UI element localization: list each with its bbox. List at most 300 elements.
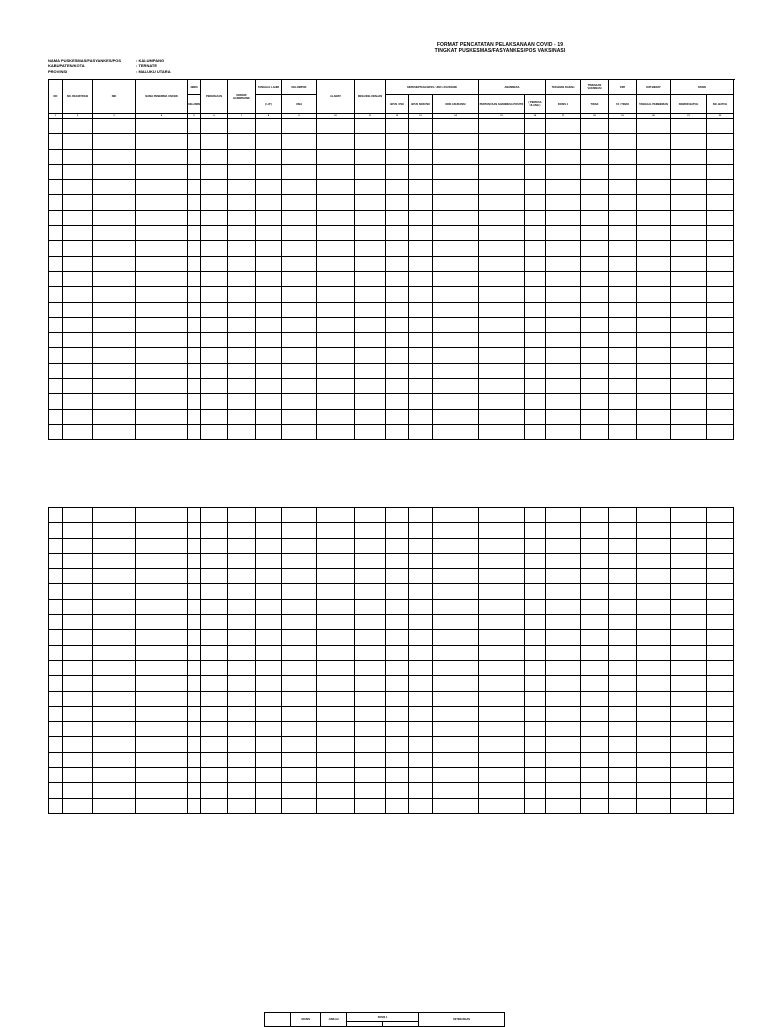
table-cell[interactable]: [409, 164, 433, 179]
table-cell[interactable]: [282, 271, 317, 286]
table-cell[interactable]: [93, 798, 136, 813]
table-cell[interactable]: [546, 523, 581, 538]
table-cell[interactable]: [201, 630, 228, 645]
table-cell[interactable]: [433, 722, 479, 737]
table-cell[interactable]: [282, 599, 317, 614]
table-cell[interactable]: [479, 768, 525, 783]
table-cell[interactable]: [228, 180, 256, 195]
table-cell[interactable]: [256, 180, 282, 195]
table-cell[interactable]: [433, 737, 479, 752]
table-cell[interactable]: [707, 379, 734, 394]
table-cell[interactable]: [637, 317, 671, 332]
table-cell[interactable]: [637, 134, 671, 149]
table-cell[interactable]: [136, 553, 188, 568]
table-cell[interactable]: [282, 348, 317, 363]
table-cell[interactable]: [317, 287, 355, 302]
table-cell[interactable]: [201, 599, 228, 614]
table-cell[interactable]: [433, 553, 479, 568]
table-cell[interactable]: [256, 348, 282, 363]
table-cell[interactable]: [188, 722, 201, 737]
table-cell[interactable]: [409, 271, 433, 286]
table-cell[interactable]: [355, 737, 386, 752]
table-cell[interactable]: [201, 722, 228, 737]
table-cell[interactable]: [525, 599, 546, 614]
table-cell[interactable]: [479, 569, 525, 584]
table-cell[interactable]: [386, 424, 409, 439]
table-cell[interactable]: [136, 409, 188, 424]
table-cell[interactable]: [93, 241, 136, 256]
table-cell[interactable]: [409, 241, 433, 256]
table-cell[interactable]: [63, 538, 93, 553]
table-cell[interactable]: [707, 149, 734, 164]
table-cell[interactable]: [525, 180, 546, 195]
table-cell[interactable]: [63, 348, 93, 363]
table-cell[interactable]: [479, 363, 525, 378]
table-cell[interactable]: [409, 134, 433, 149]
table-cell[interactable]: [637, 348, 671, 363]
table-cell[interactable]: [409, 317, 433, 332]
table-cell[interactable]: [546, 768, 581, 783]
table-cell[interactable]: [228, 271, 256, 286]
table-cell[interactable]: [136, 363, 188, 378]
table-cell[interactable]: [609, 241, 637, 256]
table-cell[interactable]: [317, 317, 355, 332]
table-cell[interactable]: [188, 180, 201, 195]
table-cell[interactable]: [707, 737, 734, 752]
table-cell[interactable]: [609, 645, 637, 660]
table-cell[interactable]: [63, 394, 93, 409]
table-cell[interactable]: [256, 119, 282, 134]
table-cell[interactable]: [201, 256, 228, 271]
table-cell[interactable]: [49, 645, 63, 660]
table-cell[interactable]: [93, 180, 136, 195]
table-cell[interactable]: [188, 798, 201, 813]
table-cell[interactable]: [282, 645, 317, 660]
table-cell[interactable]: [188, 691, 201, 706]
table-cell[interactable]: [581, 409, 609, 424]
table-cell[interactable]: [282, 538, 317, 553]
table-cell[interactable]: [228, 333, 256, 348]
table-cell[interactable]: [479, 287, 525, 302]
table-cell[interactable]: [355, 798, 386, 813]
table-cell[interactable]: [188, 134, 201, 149]
table-cell[interactable]: [433, 599, 479, 614]
table-cell[interactable]: [581, 119, 609, 134]
table-cell[interactable]: [256, 333, 282, 348]
table-cell[interactable]: [188, 752, 201, 767]
table-cell[interactable]: [546, 599, 581, 614]
table-cell[interactable]: [93, 722, 136, 737]
table-cell[interactable]: [228, 584, 256, 599]
table-cell[interactable]: [707, 508, 734, 523]
table-cell[interactable]: [188, 317, 201, 332]
table-cell[interactable]: [49, 363, 63, 378]
table-cell[interactable]: [581, 302, 609, 317]
table-cell[interactable]: [317, 119, 355, 134]
table-cell[interactable]: [671, 676, 707, 691]
table-cell[interactable]: [479, 599, 525, 614]
table-cell[interactable]: [546, 660, 581, 675]
table-cell[interactable]: [228, 645, 256, 660]
table-cell[interactable]: [433, 630, 479, 645]
table-cell[interactable]: [188, 783, 201, 798]
table-cell[interactable]: [479, 119, 525, 134]
table-cell[interactable]: [63, 241, 93, 256]
table-cell[interactable]: [201, 553, 228, 568]
table-cell[interactable]: [671, 149, 707, 164]
table-cell[interactable]: [525, 645, 546, 660]
table-cell[interactable]: [479, 676, 525, 691]
table-cell[interactable]: [317, 752, 355, 767]
table-cell[interactable]: [433, 180, 479, 195]
table-cell[interactable]: [201, 783, 228, 798]
table-cell[interactable]: [63, 660, 93, 675]
table-cell[interactable]: [479, 584, 525, 599]
table-cell[interactable]: [355, 134, 386, 149]
table-cell[interactable]: [355, 752, 386, 767]
table-cell[interactable]: [63, 302, 93, 317]
table-cell[interactable]: [136, 241, 188, 256]
table-cell[interactable]: [581, 424, 609, 439]
table-cell[interactable]: [282, 241, 317, 256]
table-cell[interactable]: [201, 676, 228, 691]
table-cell[interactable]: [93, 409, 136, 424]
table-cell[interactable]: [525, 394, 546, 409]
table-cell[interactable]: [546, 287, 581, 302]
table-cell[interactable]: [581, 379, 609, 394]
table-cell[interactable]: [546, 798, 581, 813]
table-cell[interactable]: [637, 363, 671, 378]
table-cell[interactable]: [409, 287, 433, 302]
table-cell[interactable]: [581, 615, 609, 630]
table-cell[interactable]: [671, 691, 707, 706]
table-cell[interactable]: [282, 783, 317, 798]
table-cell[interactable]: [63, 584, 93, 599]
table-cell[interactable]: [93, 553, 136, 568]
table-cell[interactable]: [201, 317, 228, 332]
table-cell[interactable]: [201, 271, 228, 286]
table-cell[interactable]: [479, 226, 525, 241]
table-cell[interactable]: [707, 584, 734, 599]
table-cell[interactable]: [609, 768, 637, 783]
table-cell[interactable]: [188, 737, 201, 752]
table-cell[interactable]: [409, 553, 433, 568]
table-cell[interactable]: [581, 164, 609, 179]
table-cell[interactable]: [386, 630, 409, 645]
table-cell[interactable]: [671, 722, 707, 737]
table-cell[interactable]: [317, 256, 355, 271]
table-cell[interactable]: [409, 302, 433, 317]
table-cell[interactable]: [63, 691, 93, 706]
table-cell[interactable]: [282, 508, 317, 523]
table-cell[interactable]: [671, 768, 707, 783]
table-cell[interactable]: [228, 119, 256, 134]
table-cell[interactable]: [525, 226, 546, 241]
table-cell[interactable]: [93, 523, 136, 538]
table-cell[interactable]: [49, 394, 63, 409]
table-cell[interactable]: [581, 317, 609, 332]
table-cell[interactable]: [49, 615, 63, 630]
table-cell[interactable]: [282, 676, 317, 691]
table-cell[interactable]: [188, 660, 201, 675]
table-cell[interactable]: [609, 302, 637, 317]
table-cell[interactable]: [637, 599, 671, 614]
table-cell[interactable]: [479, 210, 525, 225]
table-cell[interactable]: [386, 538, 409, 553]
table-cell[interactable]: [707, 317, 734, 332]
table-cell[interactable]: [49, 783, 63, 798]
table-cell[interactable]: [256, 722, 282, 737]
table-cell[interactable]: [671, 164, 707, 179]
table-cell[interactable]: [63, 798, 93, 813]
table-cell[interactable]: [355, 569, 386, 584]
table-cell[interactable]: [671, 523, 707, 538]
table-cell[interactable]: [93, 363, 136, 378]
table-cell[interactable]: [256, 424, 282, 439]
table-cell[interactable]: [188, 523, 201, 538]
table-cell[interactable]: [228, 630, 256, 645]
table-cell[interactable]: [355, 424, 386, 439]
table-cell[interactable]: [581, 706, 609, 721]
table-cell[interactable]: [228, 660, 256, 675]
table-cell[interactable]: [433, 394, 479, 409]
table-cell[interactable]: [282, 798, 317, 813]
table-cell[interactable]: [93, 379, 136, 394]
table-cell[interactable]: [479, 798, 525, 813]
table-cell[interactable]: [671, 409, 707, 424]
table-cell[interactable]: [707, 271, 734, 286]
table-cell[interactable]: [49, 660, 63, 675]
table-cell[interactable]: [581, 256, 609, 271]
table-cell[interactable]: [671, 348, 707, 363]
table-cell[interactable]: [282, 164, 317, 179]
table-cell[interactable]: [386, 271, 409, 286]
table-cell[interactable]: [386, 149, 409, 164]
table-cell[interactable]: [63, 553, 93, 568]
table-cell[interactable]: [228, 798, 256, 813]
table-cell[interactable]: [63, 752, 93, 767]
table-cell[interactable]: [609, 798, 637, 813]
table-cell[interactable]: [525, 706, 546, 721]
table-cell[interactable]: [386, 722, 409, 737]
table-cell[interactable]: [49, 409, 63, 424]
table-cell[interactable]: [188, 287, 201, 302]
table-cell[interactable]: [63, 379, 93, 394]
table-cell[interactable]: [355, 538, 386, 553]
table-cell[interactable]: [707, 523, 734, 538]
table-cell[interactable]: [136, 271, 188, 286]
table-cell[interactable]: [581, 798, 609, 813]
table-cell[interactable]: [707, 210, 734, 225]
table-cell[interactable]: [188, 256, 201, 271]
table-cell[interactable]: [409, 210, 433, 225]
table-cell[interactable]: [525, 348, 546, 363]
table-cell[interactable]: [609, 508, 637, 523]
table-cell[interactable]: [317, 630, 355, 645]
table-cell[interactable]: [317, 584, 355, 599]
table-cell[interactable]: [228, 409, 256, 424]
table-cell[interactable]: [609, 363, 637, 378]
table-cell[interactable]: [355, 523, 386, 538]
table-cell[interactable]: [386, 333, 409, 348]
table-cell[interactable]: [63, 226, 93, 241]
table-cell[interactable]: [386, 615, 409, 630]
table-cell[interactable]: [386, 394, 409, 409]
table-cell[interactable]: [637, 210, 671, 225]
table-cell[interactable]: [609, 706, 637, 721]
table-cell[interactable]: [355, 630, 386, 645]
table-cell[interactable]: [63, 424, 93, 439]
table-cell[interactable]: [136, 660, 188, 675]
table-cell[interactable]: [93, 783, 136, 798]
table-cell[interactable]: [409, 409, 433, 424]
table-cell[interactable]: [228, 538, 256, 553]
table-cell[interactable]: [581, 348, 609, 363]
table-cell[interactable]: [136, 706, 188, 721]
table-cell[interactable]: [637, 271, 671, 286]
table-cell[interactable]: [581, 691, 609, 706]
table-cell[interactable]: [525, 783, 546, 798]
table-cell[interactable]: [707, 691, 734, 706]
table-cell[interactable]: [433, 538, 479, 553]
table-cell[interactable]: [671, 195, 707, 210]
table-cell[interactable]: [256, 584, 282, 599]
table-cell[interactable]: [707, 134, 734, 149]
table-cell[interactable]: [93, 584, 136, 599]
table-cell[interactable]: [256, 523, 282, 538]
table-cell[interactable]: [256, 660, 282, 675]
table-cell[interactable]: [671, 210, 707, 225]
table-cell[interactable]: [228, 164, 256, 179]
table-cell[interactable]: [355, 119, 386, 134]
table-cell[interactable]: [479, 149, 525, 164]
table-cell[interactable]: [546, 553, 581, 568]
table-cell[interactable]: [49, 569, 63, 584]
table-cell[interactable]: [188, 394, 201, 409]
table-cell[interactable]: [525, 409, 546, 424]
table-cell[interactable]: [546, 722, 581, 737]
table-cell[interactable]: [256, 599, 282, 614]
table-cell[interactable]: [136, 722, 188, 737]
table-cell[interactable]: [201, 134, 228, 149]
table-cell[interactable]: [49, 287, 63, 302]
table-cell[interactable]: [188, 241, 201, 256]
table-cell[interactable]: [282, 180, 317, 195]
table-cell[interactable]: [671, 752, 707, 767]
table-cell[interactable]: [355, 195, 386, 210]
table-cell[interactable]: [188, 569, 201, 584]
table-cell[interactable]: [581, 599, 609, 614]
table-cell[interactable]: [609, 149, 637, 164]
table-cell[interactable]: [433, 226, 479, 241]
table-cell[interactable]: [637, 691, 671, 706]
table-cell[interactable]: [581, 553, 609, 568]
table-cell[interactable]: [479, 317, 525, 332]
table-cell[interactable]: [609, 660, 637, 675]
table-cell[interactable]: [355, 256, 386, 271]
table-cell[interactable]: [201, 752, 228, 767]
table-cell[interactable]: [409, 599, 433, 614]
table-cell[interactable]: [546, 271, 581, 286]
table-cell[interactable]: [355, 645, 386, 660]
table-cell[interactable]: [63, 783, 93, 798]
table-cell[interactable]: [433, 287, 479, 302]
table-cell[interactable]: [433, 798, 479, 813]
table-cell[interactable]: [256, 256, 282, 271]
table-cell[interactable]: [136, 424, 188, 439]
table-cell[interactable]: [188, 706, 201, 721]
table-cell[interactable]: [409, 523, 433, 538]
table-cell[interactable]: [201, 302, 228, 317]
table-cell[interactable]: [409, 722, 433, 737]
table-cell[interactable]: [479, 752, 525, 767]
table-cell[interactable]: [707, 363, 734, 378]
table-cell[interactable]: [188, 676, 201, 691]
table-cell[interactable]: [93, 645, 136, 660]
table-cell[interactable]: [355, 379, 386, 394]
table-cell[interactable]: [49, 119, 63, 134]
table-cell[interactable]: [386, 553, 409, 568]
table-cell[interactable]: [49, 317, 63, 332]
table-cell[interactable]: [546, 379, 581, 394]
table-cell[interactable]: [228, 691, 256, 706]
table-cell[interactable]: [188, 768, 201, 783]
table-cell[interactable]: [546, 164, 581, 179]
table-cell[interactable]: [136, 256, 188, 271]
table-cell[interactable]: [637, 630, 671, 645]
table-cell[interactable]: [228, 256, 256, 271]
table-cell[interactable]: [409, 660, 433, 675]
table-cell[interactable]: [355, 333, 386, 348]
table-cell[interactable]: [637, 737, 671, 752]
table-cell[interactable]: [479, 409, 525, 424]
table-cell[interactable]: [282, 287, 317, 302]
table-cell[interactable]: [282, 691, 317, 706]
table-cell[interactable]: [256, 768, 282, 783]
table-cell[interactable]: [317, 722, 355, 737]
table-cell[interactable]: [409, 615, 433, 630]
table-cell[interactable]: [525, 424, 546, 439]
table-cell[interactable]: [201, 119, 228, 134]
table-cell[interactable]: [546, 180, 581, 195]
table-cell[interactable]: [256, 302, 282, 317]
table-cell[interactable]: [671, 363, 707, 378]
table-cell[interactable]: [546, 149, 581, 164]
table-cell[interactable]: [609, 538, 637, 553]
table-cell[interactable]: [479, 164, 525, 179]
table-cell[interactable]: [228, 599, 256, 614]
table-cell[interactable]: [581, 722, 609, 737]
table-cell[interactable]: [136, 752, 188, 767]
table-cell[interactable]: [256, 195, 282, 210]
table-cell[interactable]: [317, 226, 355, 241]
table-cell[interactable]: [433, 752, 479, 767]
table-cell[interactable]: [201, 798, 228, 813]
table-cell[interactable]: [409, 149, 433, 164]
table-cell[interactable]: [637, 798, 671, 813]
table-cell[interactable]: [63, 210, 93, 225]
table-cell[interactable]: [386, 768, 409, 783]
table-cell[interactable]: [201, 180, 228, 195]
table-cell[interactable]: [546, 134, 581, 149]
table-cell[interactable]: [317, 523, 355, 538]
table-cell[interactable]: [386, 783, 409, 798]
table-cell[interactable]: [317, 599, 355, 614]
table-cell[interactable]: [581, 768, 609, 783]
table-cell[interactable]: [479, 737, 525, 752]
table-cell[interactable]: [609, 180, 637, 195]
table-cell[interactable]: [136, 149, 188, 164]
